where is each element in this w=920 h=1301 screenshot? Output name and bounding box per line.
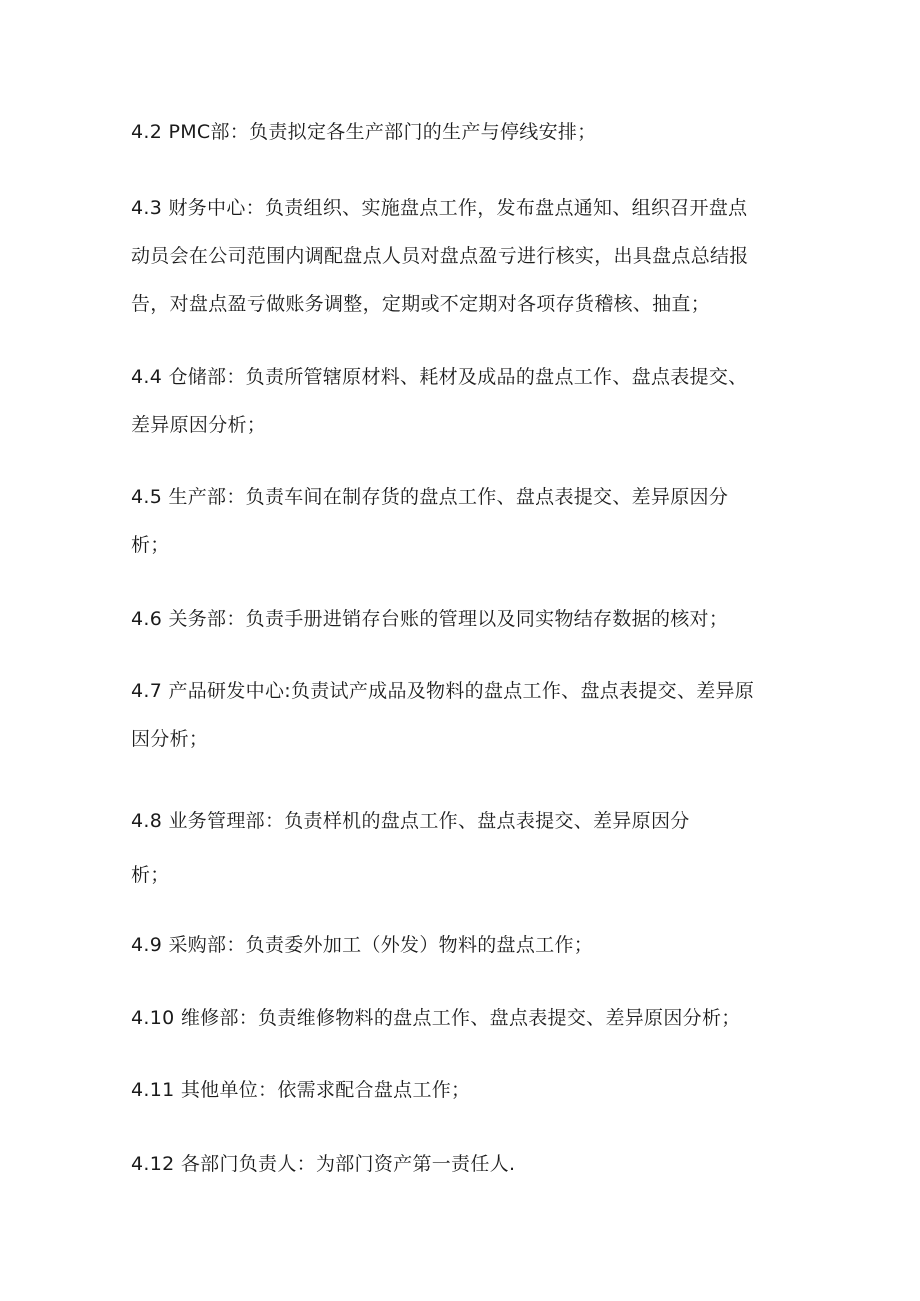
clause-line: 4.11 其他单位：依需求配合盘点工作；	[131, 1079, 471, 1101]
clause-line: 因分析；	[131, 728, 209, 750]
clause-line: 4.8 业务管理部：负责样机的盘点工作、盘点表提交、差异原因分	[131, 810, 690, 832]
clause-line: 4.5 生产部：负责车间在制存货的盘点工作、盘点表提交、差异原因分	[131, 486, 729, 508]
clause-line: 4.6 关务部：负责手册进销存台账的管理以及同实物结存数据的核对；	[131, 608, 729, 630]
clause-4-4	[131, 353, 791, 449]
clause-line: 4.3 财务中心：负责组织、实施盘点工作，发布盘点通知、组织召开盘点	[131, 197, 748, 219]
clause-4-5	[131, 473, 791, 569]
clause-line: 4.12 各部门负责人：为部门资产第一责任人.	[131, 1153, 516, 1175]
clause-line: 动员会在公司范围内调配盘点人员对盘点盈亏进行核实，出具盘点总结报	[131, 245, 749, 267]
clause-line: 告，对盘点盈亏做账务调整，定期或不定期对各项存货稽核、抽直；	[131, 293, 711, 315]
clause-4-7	[131, 667, 791, 763]
clause-line: 4.9 采购部：负责委外加工（外发）物料的盘点工作；	[131, 934, 594, 956]
clause-4-11	[131, 1066, 791, 1114]
clause-line: 4.4 仓储部：负责所管辖原材料、耗材及成品的盘点工作、盘点表提交、	[131, 366, 748, 388]
clause-4-2	[131, 108, 791, 156]
clause-line: 4.7 产品研发中心:负责试产成品及物料的盘点工作、盘点表提交、差异原	[131, 680, 755, 702]
clause-line: 4.2 PMC部：负责拟定各生产部门的生产与停线安排；	[131, 121, 597, 143]
clause-line: 4.10 维修部：负责维修物料的盘点工作、盘点表提交、差异原因分析；	[131, 1007, 741, 1029]
clause-4-8-cont	[131, 851, 791, 899]
clause-4-6	[131, 595, 791, 643]
clause-4-3	[131, 184, 791, 328]
clause-4-8	[131, 797, 791, 845]
clause-4-10	[131, 994, 791, 1042]
clause-line: 析；	[131, 864, 170, 886]
clause-4-9	[131, 921, 791, 969]
clause-4-12	[131, 1140, 791, 1188]
clause-line: 差异原因分析；	[131, 414, 267, 436]
clause-line: 析；	[131, 534, 170, 556]
